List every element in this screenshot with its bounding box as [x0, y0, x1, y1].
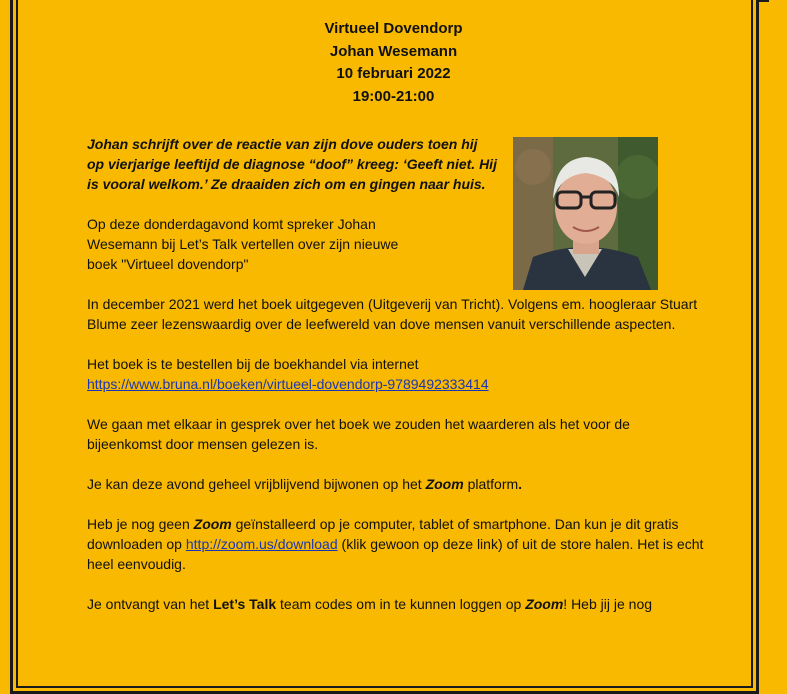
event-time: 19:00-21:00	[352, 87, 435, 105]
install-text-a: Heb je nog geen	[87, 516, 194, 532]
event-title: Virtueel Dovendorp	[324, 20, 463, 37]
event-header	[0, 18, 787, 108]
corner-mark	[759, 0, 769, 2]
event-speaker: Johan Wesemann	[329, 42, 458, 60]
lets-talk-name: Let’s Talk	[213, 596, 277, 612]
event-date: 10 februari 2022	[336, 65, 451, 82]
paragraph-install	[87, 514, 707, 574]
order-text: Het boek is te bestellen bij de boekhandel via internet	[87, 356, 419, 372]
paragraph-discussion: We gaan met elkaar in gesprek over het boek we zouden het waarderen als het voor de bijeenkomst door mensen gelezen is.	[87, 416, 630, 452]
codes-text-a: Je ontvangt van het	[87, 596, 214, 612]
paragraph-codes	[87, 594, 707, 614]
paragraph-announcement: Op deze donderdagavond komt spreker Johan Wesemann bij Let’s Talk vertellen over zijn nieuwe boek "Virtueel dovendorp"	[87, 216, 399, 272]
install-text-c: (klik gewoon op deze link) of uit de store halen. Het is echt heel eenvoudig.	[87, 536, 704, 572]
zoom-download-link[interactable]: http://zoom.us/download	[185, 536, 338, 552]
codes-text-c: ! Heb jij je nog	[563, 596, 653, 612]
zoom-platform-text-a: Je kan deze avond geheel vrijblijvend bijwonen op het	[87, 476, 426, 492]
zoom-platform-dot: .	[518, 476, 523, 492]
codes-text-b: team codes om in te kunnen loggen op	[276, 596, 526, 612]
paragraph-zoom-platform	[87, 474, 707, 494]
paragraph-publication: In december 2021 werd het boek uitgegeven (Uitgeverij van Tricht). Volgens em. hoogleraar Stuart Blume zeer lezenswaardig over de leefwereld van dove mensen vanuit verschillende aspecten.	[87, 296, 698, 332]
install-text-b: geïnstalleerd op je computer, tablet of smartphone. Dan kun je dit gratis downloaden op	[87, 516, 679, 552]
zoom-word: Zoom	[525, 596, 564, 612]
zoom-platform-text-b: platform	[463, 476, 519, 492]
intro-quote: Johan schrijft over de reactie van zijn dove ouders toen hij op vierjarige leeftijd de diagnose “doof” kreeg: ‘Geeft niet. Hij is vooral welkom.’ Ze draaiden zich om en gingen naar huis.	[87, 136, 497, 192]
event-body	[87, 134, 707, 634]
paragraph-order	[87, 354, 707, 394]
zoom-word: Zoom	[193, 516, 232, 532]
zoom-word: Zoom	[425, 476, 464, 492]
bruna-link[interactable]: https://www.bruna.nl/boeken/virtueel-dovendorp-9789492333414	[87, 376, 489, 392]
